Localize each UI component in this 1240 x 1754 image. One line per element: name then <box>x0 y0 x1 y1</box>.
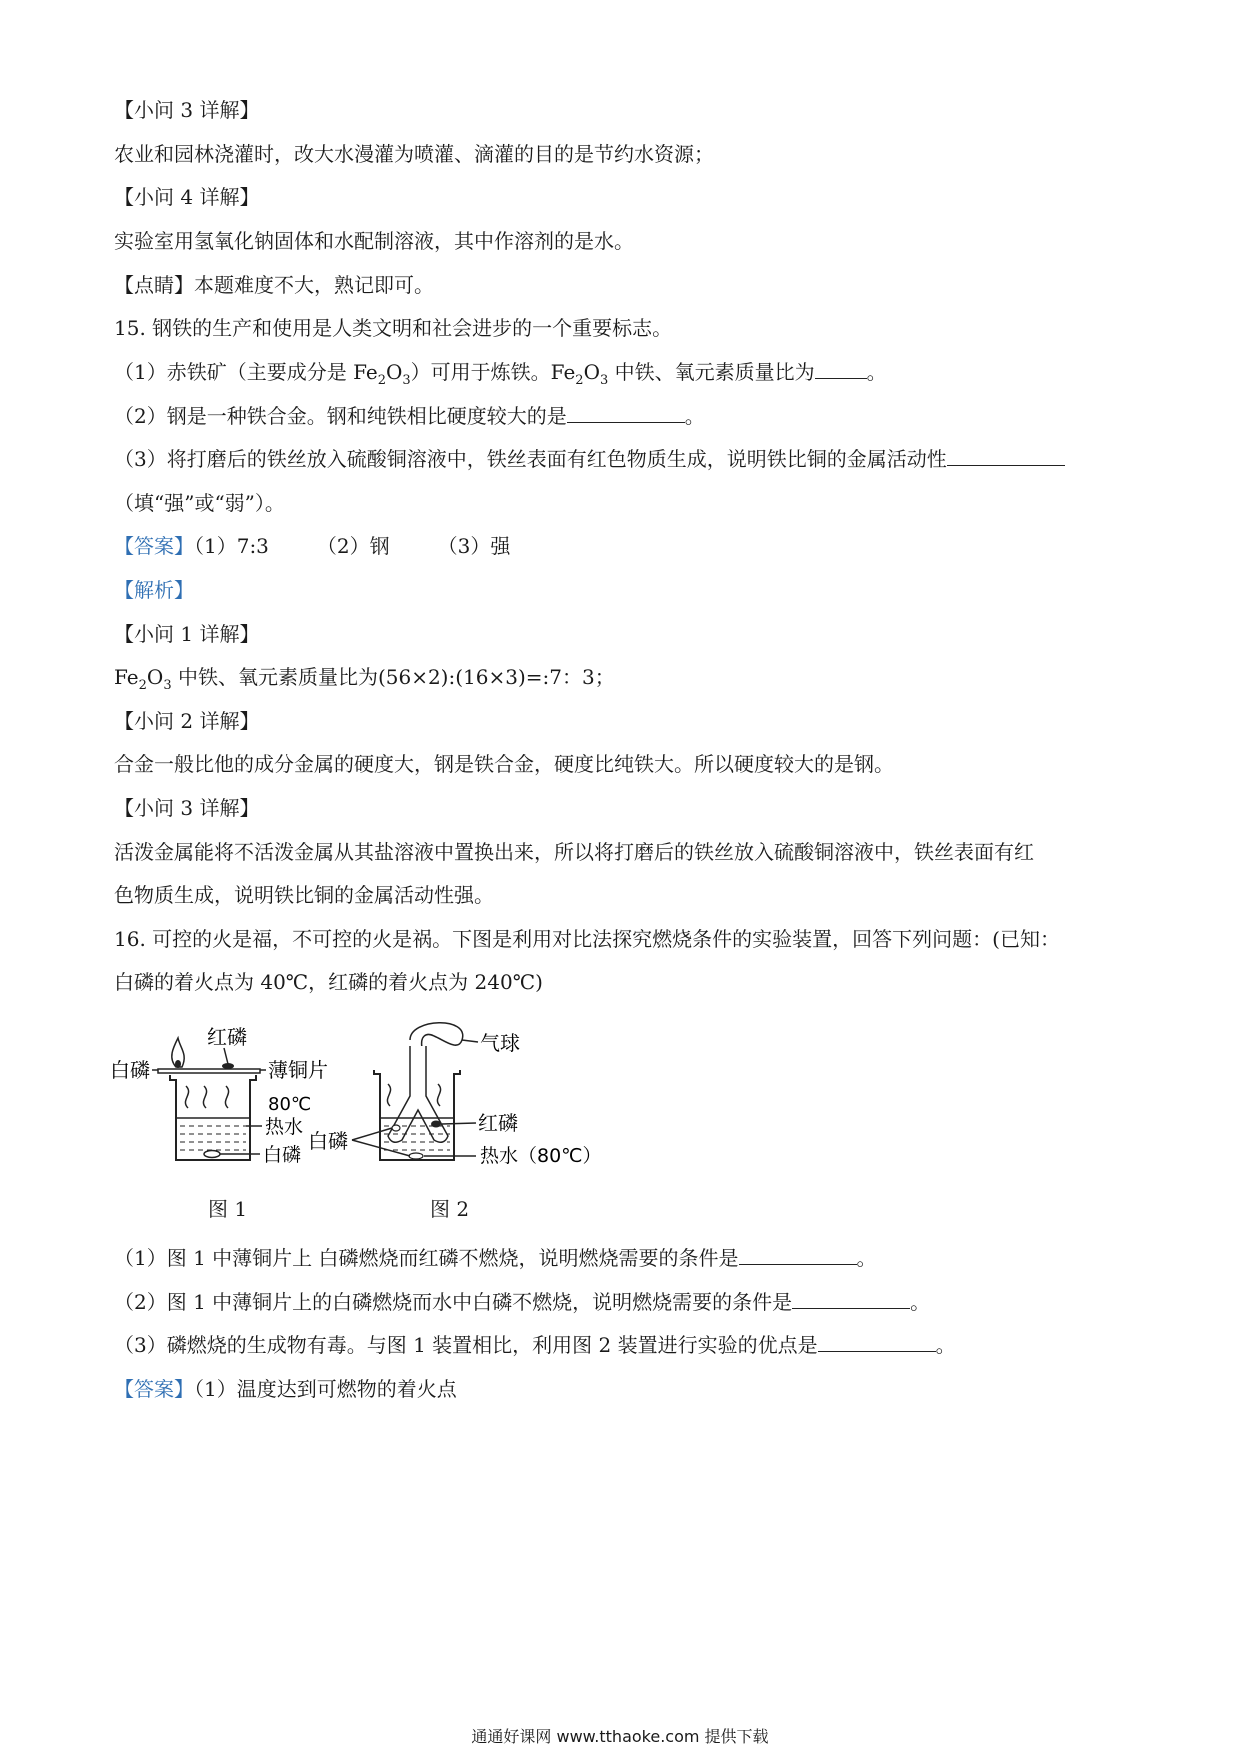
subquestion-4-heading: 【小问 4 详解】 <box>114 185 260 209</box>
answer-blank <box>792 1290 910 1309</box>
answer-line-16: 【答案】（1）温度达到可燃物的着火点 <box>114 1377 457 1401</box>
question-16-part-3: （3）磷燃烧的生成物有毒。与图 1 装置相比，利用图 2 装置进行实验的优点是 。 <box>114 1333 956 1357</box>
subquestion-3-heading: 【小问 3 详解】 <box>114 98 260 122</box>
figure2-label-white-phosphorus: 白磷 <box>308 1129 348 1153</box>
figure1-label-red-phosphorus: 红磷 <box>207 1025 247 1049</box>
question-16-part-2: （2）图 1 中薄铜片上的白磷燃烧而水中白磷不燃烧，说明燃烧需要的条件是 。 <box>114 1290 931 1314</box>
subquestion-2-heading: 【小问 2 详解】 <box>114 709 260 733</box>
figure-2 <box>308 1010 670 1220</box>
paragraph: 实验室用氢氧化钠固体和水配制溶液，其中作溶剂的是水。 <box>114 229 634 253</box>
question-16-stem-cont: 白磷的着火点为 40℃，红磷的着火点为 240℃) <box>114 970 543 994</box>
figure1-label-white-phosphorus: 白磷 <box>110 1058 150 1082</box>
subquestion-1-heading: 【小问 1 详解】 <box>114 622 260 646</box>
question-15-part-1: （1）赤铁矿（主要成分是 $Fe_2O_3$）可用于炼铁。$Fe_2O_3$ 中铁、氧元素质量比为 。 <box>114 360 887 388</box>
answer-blank <box>815 360 867 379</box>
paragraph: 农业和园林浇灌时，改大水漫灌为喷灌、滴灌的目的是节约水资源； <box>114 142 714 166</box>
subquestion-3-heading: 【小问 3 详解】 <box>114 796 260 820</box>
figure2-label-balloon: 气球 <box>480 1031 520 1055</box>
answer-line-15: 【答案】（1）7:3 （2）钢 （3）强 <box>114 534 511 558</box>
question-16-part-1: （1）图 1 中薄铜片上 白磷燃烧而红磷不燃烧，说明燃烧需要的条件是 。 <box>114 1246 877 1270</box>
question-15-part-3-hint: （填“强”或“弱”）。 <box>114 491 285 515</box>
answer-tag: 【答案】 <box>114 534 194 558</box>
page-footer: 通通好课网 www.tthaoke.com 提供下载 <box>471 1727 769 1746</box>
answer-blank <box>567 404 685 423</box>
answer-blank <box>818 1333 936 1352</box>
figure1-label-hot-water: 热水 <box>265 1116 304 1138</box>
answer-blank <box>739 1246 857 1265</box>
analysis-heading: 【解析】 <box>114 578 194 602</box>
question-15-part-2: （2）钢是一种铁合金。钢和纯铁相比硬度较大的是 。 <box>114 404 705 428</box>
paragraph: $Fe_2O_3$ 中铁、氧元素质量比为(56×2):(16×3)=:7：3； <box>114 665 615 693</box>
figure2-label-hot-water: 热水（80℃） <box>480 1145 602 1167</box>
comment-heading: 【点睛】本题难度不大，熟记即可。 <box>114 273 434 297</box>
question-15-stem: 15. 钢铁的生产和使用是人类文明和社会进步的一个重要标志。 <box>114 316 673 340</box>
figure1-label-white-phosphorus-bottom: 白磷 <box>263 1144 302 1166</box>
paragraph: 活泼金属能将不活泼金属从其盐溶液中置换出来，所以将打磨后的铁丝放入硫酸铜溶液中，铁丝表面有红 <box>114 840 1034 864</box>
figure-2-caption: 图 2 <box>430 1197 470 1221</box>
paragraph: 合金一般比他的成分金属的硬度大，钢是铁合金，硬度比纯铁大。所以硬度较大的是钢。 <box>114 752 894 776</box>
paragraph: 色物质生成，说明铁比铜的金属活动性强。 <box>114 883 494 907</box>
figure1-label-copper-sheet: 薄铜片 <box>268 1058 328 1082</box>
question-15-part-3: （3）将打磨后的铁丝放入硫酸铜溶液中，铁丝表面有红色物质生成，说明铁比铜的金属活动性 <box>114 445 1065 473</box>
question-16-stem: 16. 可控的火是福，不可控的火是祸。下图是利用对比法探究燃烧条件的实验装置，回答下列问题：(已知： <box>114 927 1060 951</box>
figure1-label-temperature: 80℃ <box>268 1094 312 1115</box>
answer-tag: 【答案】 <box>114 1377 194 1401</box>
answer-blank <box>947 447 1065 466</box>
figure-1-caption: 图 1 <box>208 1197 248 1221</box>
figure2-label-red-phosphorus: 红磷 <box>478 1111 518 1135</box>
